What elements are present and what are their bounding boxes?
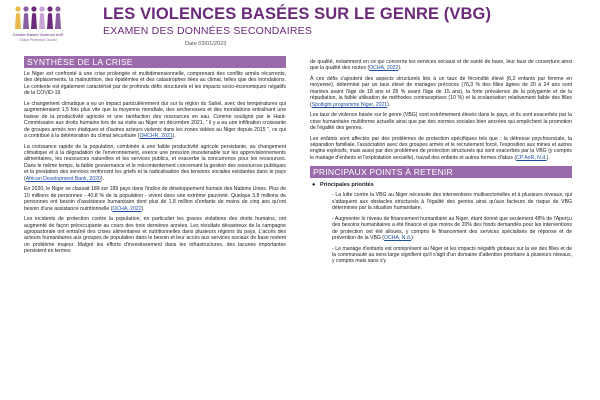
figure-head-icon [55,6,60,11]
priorities-bullet [312,182,572,189]
citation-link[interactable]: African Development Bank, 2020 [25,175,101,182]
report-subtitle: EXAMEN DES DONNÉES SECONDAIRES [103,25,313,37]
paragraph-tail: ). [398,65,402,72]
paragraph-text: En 2020, le Niger se classait 189 sur 189 pays dans l'indice de développement humain des Nations Unies. Plus de 10 millions de personnes - 40,8 % de la population - vivent dans une extrême pauvreté. Quelque 3,8 millions de personnes ont besoin d'assistance humanitaire dont plus de 1,8 million d'enfants de moins de cinq ans qu'ont besoin d'une assistance nutritionnelle ( [24,186,286,212]
report-date: Date 03/01/2023 [185,41,227,47]
citation-link[interactable]: OCHA, 2022 [112,205,142,212]
paragraph-tail: ). [141,205,145,212]
paragraph [310,59,572,72]
paragraph-text: Les incidents de protection contre la population, en particulier les graves violations des droits humains, ont augmenté de façon préoccupante au cours des trois dernières années. Les résultats désastreux de la campagne agropastorale ont entraîné des crises alimentaires et nutritionnelles dans plusieurs régions du pays. L'accès des acteurs humanitaires aux groupes de population dans le besoin et leur accès aux services sociaux de base restent un problème majeur. Malgré les efforts d'investissement dans les infrastructures, des lacunes importantes persistent en termes [24,216,286,255]
priority-item [332,192,572,211]
paragraph-text: de qualité, notamment en ce qui concerne les services sociaux et de santé de base, leur taux de couverture ainsi que la qualité des routes ( [310,59,572,72]
figure-head-icon [39,6,44,11]
paragraph-text: À ces défis s'ajoutent des aspects structurels liés à un taux de fécondité élevé (6,2 enfants par femme en moyenne), déterminé par un taux élevé de mariages précoces (76,3 % des filles âgées de 20 à 24 ans sont mariées avant l'âge de 18 ans et 28 % avant l'âge de 15 ans), la forte prévalence de la polygamie et de la répudiation, la faible utilisation de méthodes contraceptives (10 %) et la scolarisation relativement faible des filles ( [310,75,572,108]
paragraph-text: Les enfants sont affectés par des problèmes de protection spécifiques tels que : la détresse psychosociale, la séparation familiale, l'association avec des groupes armés et le recrutement forcé, l'exposition aux mines et autres engins explosifs, mais aussi par des problèmes de protection structurels qui sont exacerbés par la VBG (y compris le mariage d'enfants et l'exploitation sexuelle), travail des enfants et autres formes d'abus ( [310,135,572,161]
paragraph [24,216,286,255]
paragraph [310,136,572,162]
figure-head-icon [31,6,36,11]
paragraph [24,101,286,140]
citation-link[interactable]: Spotlight programme Niger, 2021 [311,101,388,108]
priorities-list [310,192,572,265]
priority-item-tail: ). [411,235,415,242]
report-header [0,0,600,54]
citation-link[interactable]: OCHA, 2022 [369,65,399,72]
figure-head-icon [23,6,28,11]
right-column [310,56,572,265]
paragraph-text: Le Niger est confronté à une crise prolongée et multidimensionnelle, comprenant des conflits armés récurrents, des déplacements, la malnutrition, des épidémies et des catastrophes liées au climat, telles que des inondations. Le contexte est également caractérisé par de profonds défis structurels et les impacts socio-économiques négatifs de la COVID-19. [24,71,286,97]
figure-body-icon [39,13,45,29]
figure-head-icon [47,6,52,11]
section-heading-crisis-synthesis: SYNTHÈSE DE LA CRISE [24,56,286,68]
bullet-dot-icon: ● [312,182,316,189]
paragraph [24,144,286,183]
paragraph [24,186,286,212]
logo-text: Gender-Based Violence AoR [12,32,64,37]
paragraph-tail: ). [172,133,176,140]
section-heading-key-points: PRINCIPAUX POINTS À RETENIR [310,166,572,178]
priorities-title: Principales priorités [320,182,374,189]
priority-item [332,216,572,242]
paragraph [310,112,572,131]
priority-item-text: - Augmenter le niveau de financement humanitaire au Niger, étant donné que seulement 48% de l'Aperçu des besoins humanitaires a été financé et que moins de 20% des fonds demandés pour les interventions de protection ont été alloués, y compris le financement des services spécialisés de réponse et de prévention de la VBG ( [332,215,572,242]
paragraph [24,71,286,97]
figure-body-icon [31,13,37,29]
figure-body-icon [47,13,53,29]
crisis-synthesis-text [24,71,286,255]
gbv-aor-logo [8,2,68,52]
figure-head-icon [15,6,20,11]
figure-body-icon [55,13,61,29]
paragraph-text: Le changement climatique a eu un impact particulièrement dur sur la région du Sahel, avec des températures qui augmenteraient 1,5 fois plus vite que la moyenne mondiale, des sécheresses et des inondations entraînant une baisse de la productivité agricole et une raréfaction des ressources en eau. Comme souligné par le Haut-Commissaire aux droits humains lors de sa visite au Niger en décembre 2021, " il y a eu une infiltration croissante de groupes armés non étatiques et d'autres acteurs violents dans les zones vidées au Niger depuis 2015 ", ce qui a contribué à la détérioration du climat sécuritaire ( [24,100,286,140]
priority-item-text: - Le mariage d'enfants est omniprésent au Niger et les impacts négatifs globaux sur la vie des filles et de la communauté au sens large signifient qu'il s'agit d'un domaine d'attention prioritaire à plusieurs niveaux, y compris mais sans s'y [332,245,572,265]
figure-body-icon [15,13,21,29]
paragraph [310,76,572,108]
paragraph-tail: ). [387,101,391,108]
continuation-text [310,59,572,161]
logo-subtext: Global Protection Cluster [19,38,57,42]
report-title: LES VIOLENCES BASÉES SUR LE GENRE (VBG) [103,5,492,23]
priority-item [332,246,572,265]
paragraph-text: La croissance rapide de la population, combinée à une faible productivité agricole persistante, au changement climatique et à la dégradation de l'environnement, exerce une pression insoutenable sur les approvisionnements alimentaires, les ressources naturelles et les services publics, et exacerbe la concurrence pour les ressources. Dans le même temps, la faible gouvernance et le mécontentement concernant la gestion des ressources publiques et la prestation des services renforcent les griefs et la radicalisation des tensions sociales existantes dans le pays ( [24,143,286,182]
citation-link[interactable]: OCHA, N.d. [384,235,412,242]
paragraph-tail: ). [100,175,105,182]
left-column [24,56,286,255]
priority-item-text: - La lutte contre la VBG au Niger nécessite des interventions multisectorielles et à plusieurs niveaux, qui s'attaquent aux obstacles structurels à l'égalité des genres ainsi qu'aux facteurs de risque de VBG déterminés par la situation humanitaire. [332,192,572,212]
citation-link[interactable]: OHCHR, 2021 [139,133,173,140]
paragraph-tail: ). [546,154,550,161]
citation-link[interactable]: CP AoR, N.d. [516,154,547,161]
people-figures-icon [14,4,62,30]
figure-body-icon [23,13,29,29]
paragraph-text: Les taux de violence basée sur le genre (VBG) sont extrêmement élevés dans le pays, et ils sont exacerbés par la crise humanitaire multiforme actuelle ainsi que par des normes sociales bien ancrées qui empêchent la promotion de l'égalité des genres. [310,112,572,132]
